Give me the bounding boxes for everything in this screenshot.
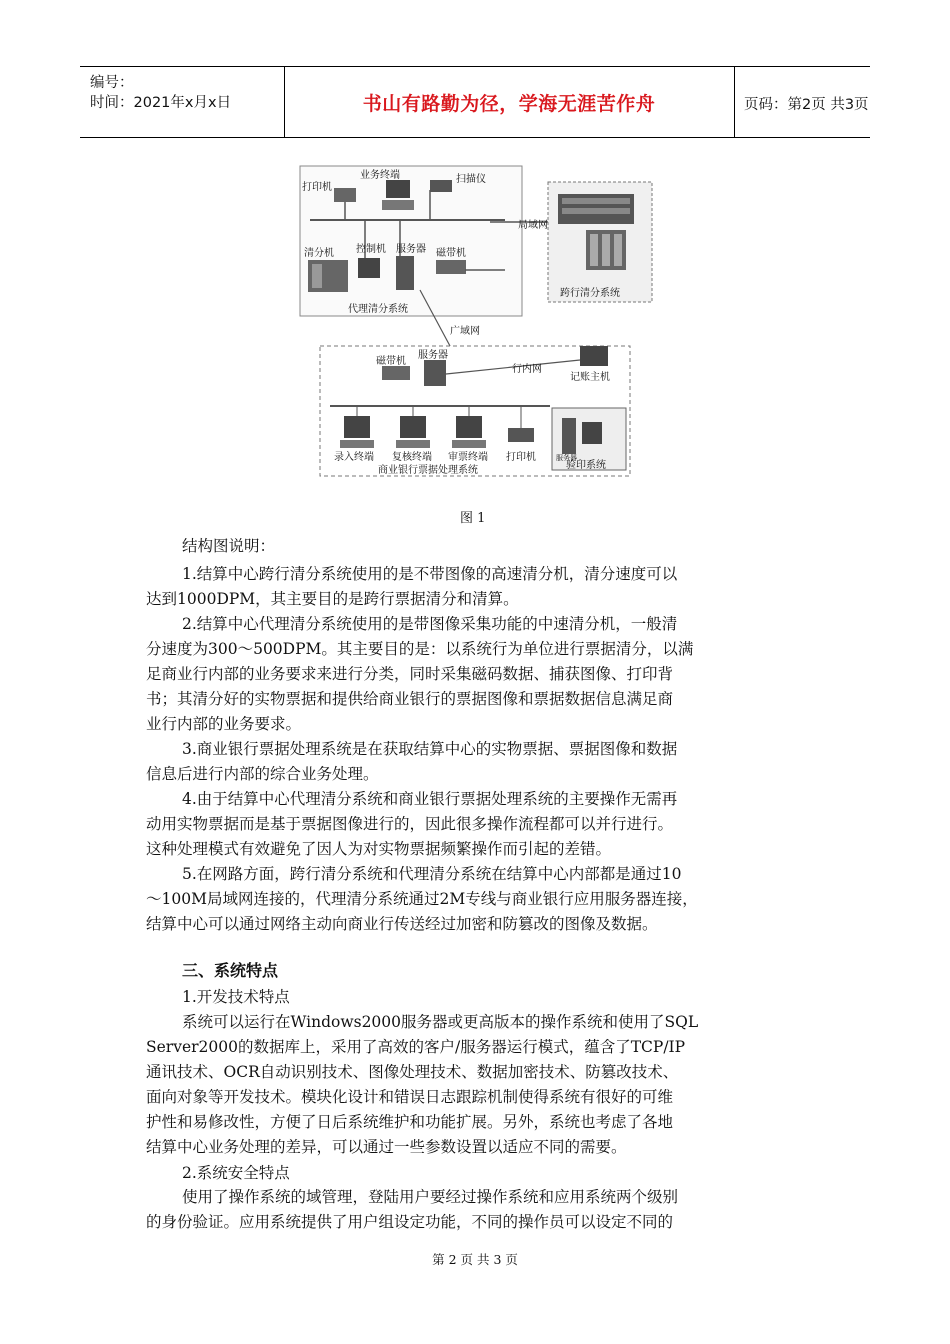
label-tape2: 磁带机 <box>376 356 406 367</box>
section-3-heading: 三、系统特点 <box>182 961 279 980</box>
t1-line3: 通讯技术、OCR自动识别技术、图像处理技术、数据加密技术、防篡改技术、 <box>146 1063 679 1081</box>
tape-icon <box>436 260 466 274</box>
t2-line2: 的身份验证。应用系统提供了用户组设定功能，不同的操作员可以设定不同的 <box>146 1213 674 1231</box>
t1-line5: 护性和易修改性，方便了日后系统维护和功能扩展。另外，系统也考虑了各地 <box>146 1113 674 1131</box>
label-entry-terminal: 录入终端 <box>334 452 374 463</box>
label-printer2: 打印机 <box>506 452 536 463</box>
printer-icon <box>334 188 356 202</box>
seal-server-icon <box>562 418 576 454</box>
accounting-host-icon <box>580 346 608 366</box>
subheading-dev-tech: 1.开发技术特点 <box>182 988 290 1006</box>
printer2-icon <box>508 428 534 442</box>
p4-line1: 4.由于结算中心代理清分系统和商业银行票据处理系统的主要操作无需再 <box>182 790 678 808</box>
p5-line2: ～100M局域网连接的，代理清分系统通过2M专线与商业银行应用服务器连接， <box>146 890 698 908</box>
label-tape: 磁带机 <box>436 248 466 259</box>
label-inter-bank-system: 跨行清分系统 <box>560 288 620 299</box>
header-meta-cell <box>80 67 285 137</box>
page-header <box>80 66 870 138</box>
server-icon <box>396 256 414 290</box>
p1-line1: 1.结算中心跨行清分系统使用的是不带图像的高速清分机，清分速度可以 <box>182 565 678 583</box>
label-sorter: 清分机 <box>304 248 334 259</box>
p1-line2: 达到1000DPM，其主要目的是跨行票据清分和清算。 <box>146 590 519 608</box>
t1-line6: 结算中心业务处理的差异，可以通过一些参数设置以适应不同的需要。 <box>146 1138 627 1156</box>
p2-line1: 2.结算中心代理清分系统使用的是带图像采集功能的中速清分机，一般清 <box>182 615 678 633</box>
p2-line2: 分速度为300～500DPM。其主要目的是：以系统行为单位进行票据清分，以满 <box>146 640 694 658</box>
audit-terminal-icon <box>456 416 482 438</box>
p2-line5: 业行内部的业务要求。 <box>146 715 302 733</box>
p4-line3: 这种处理模式有效避免了因人为对实物票据频繁操作而引起的差错。 <box>146 840 612 858</box>
label-server: 服务器 <box>396 244 426 255</box>
t1-line1: 系统可以运行在Windows2000服务器或更高版本的操作系统和使用了SQL <box>182 1013 699 1031</box>
intro-line: 结构图说明： <box>182 537 276 555</box>
label-business-terminal: 业务终端 <box>360 170 400 181</box>
diagram-svg <box>290 160 662 500</box>
label-controller: 控制机 <box>356 244 386 255</box>
t2-line1: 使用了操作系统的域管理，登陆用户要经过操作系统和应用系统两个级别 <box>182 1188 679 1206</box>
system-structure-diagram <box>290 160 662 525</box>
p3-line2: 信息后进行内部的综合业务处理。 <box>146 765 379 783</box>
header-page-cell <box>734 67 870 137</box>
agent-system-box <box>300 166 522 316</box>
label-printer: 打印机 <box>302 182 332 193</box>
t1-line4: 面向对象等开发技术。模块化设计和错误日志跟踪机制使得系统有很好的可维 <box>146 1088 674 1106</box>
label-server2: 服务器 <box>418 350 448 361</box>
label-wan: 广域网 <box>450 326 480 337</box>
figure-caption: 图 1 <box>460 511 486 526</box>
label-seal-system: 验印系统 <box>566 460 606 471</box>
page-footer: 第 2 页 共 3 页 <box>432 1252 518 1267</box>
time-label: 时间：2021年x月x日 <box>90 95 232 111</box>
t1-line2: Server2000的数据库上，采用了高效的客户/服务器运行模式，蕴含了TCP/IP <box>146 1038 686 1056</box>
number-label: 编号： <box>90 75 134 91</box>
page-info: 页码：第2页 共3页 <box>744 97 869 113</box>
label-lan: 局域网 <box>518 220 548 231</box>
review-terminal-icon <box>400 416 426 438</box>
p4-line2: 动用实物票据而是基于票据图像进行的，因此很多操作流程都可以并行进行。 <box>146 815 674 833</box>
label-bank-system: 商业银行票据处理系统 <box>378 465 478 476</box>
p2-line4: 书；其清分好的实物票据和提供给商业银行的票据图像和票据数据信息满足商 <box>146 690 674 708</box>
p3-line1: 3.商业银行票据处理系统是在获取结算中心的实物票据、票据图像和数据 <box>182 740 678 758</box>
label-review-terminal: 复核终端 <box>392 452 432 463</box>
p2-line3: 足商业行内部的业务要求来进行分类，同时采集磁码数据、捕获图像、打印背 <box>146 665 674 683</box>
label-agent-system: 代理清分系统 <box>348 304 408 315</box>
entry-terminal-icon <box>344 416 370 438</box>
label-scanner: 扫描仪 <box>456 174 486 185</box>
label-audit-terminal: 审票终端 <box>448 452 488 463</box>
motto: 书山有路勤为径，学海无涯苦作舟 <box>362 93 656 115</box>
label-intranet: 行内网 <box>512 364 542 375</box>
business-terminal-icon <box>386 180 410 198</box>
label-accounting-host: 记账主机 <box>570 372 610 383</box>
label-server-small: 服务器 <box>556 454 577 462</box>
controller-icon <box>358 258 380 278</box>
subheading-security: 2.系统安全特点 <box>182 1164 290 1182</box>
header-motto-cell <box>284 67 735 137</box>
scanner-icon <box>430 180 452 192</box>
p5-line1: 5.在网路方面，跨行清分系统和代理清分系统在结算中心内部都是通过10 <box>182 865 682 883</box>
tape2-icon <box>382 366 410 380</box>
server2-icon <box>424 360 446 386</box>
p5-line3: 结算中心可以通过网络主动向商业行传送经过加密和防篡改的图像及数据。 <box>146 915 658 933</box>
